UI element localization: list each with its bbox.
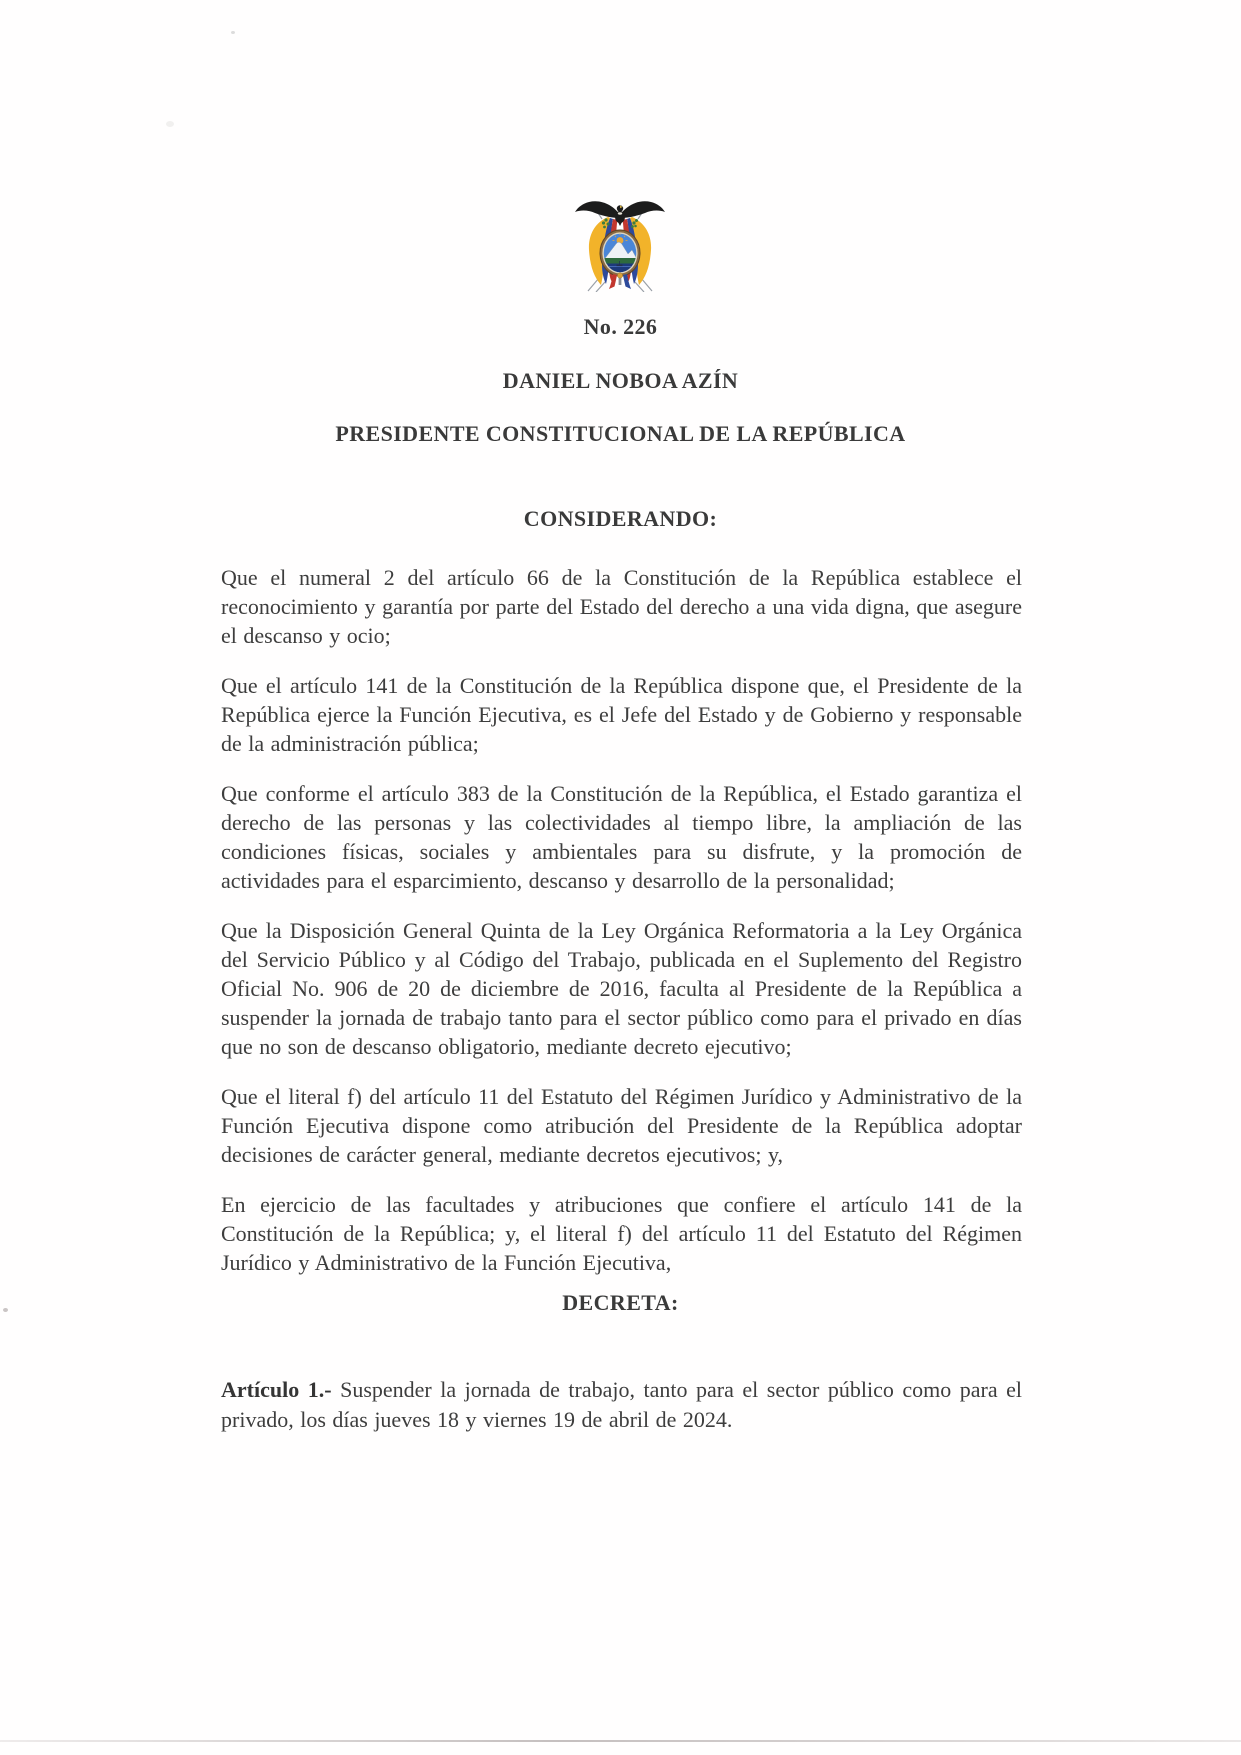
article-1-label: Artículo 1.- (221, 1377, 332, 1402)
article-1 (221, 1375, 1022, 1435)
scan-speck (231, 31, 235, 34)
scan-speck (166, 121, 174, 127)
decreta-heading: DECRETA: (562, 1290, 679, 1315)
scan-speck (3, 1308, 8, 1312)
decree-number: No. 226 (583, 314, 658, 339)
considerando-section (221, 563, 1022, 1298)
considerando-paragraph-5: Que el literal f) del artículo 11 del Estatuto del Régimen Jurídico y Administrativo de la Función Ejecutiva dispone como atribución del Presidente de la República adoptar decisiones de carácter general, mediante decretos ejecutivos; y, (221, 1084, 1022, 1167)
page-edge-line (0, 1740, 1241, 1742)
considerando-paragraph-2: Que el artículo 141 de la Constitución de la República dispone que, el Presidente de la República ejerce la Función Ejecutiva, es el Jefe del Estado y de Gobierno y responsable de la administración pública; (221, 673, 1022, 756)
considerando-paragraph-1: Que el numeral 2 del artículo 66 de la Constitución de la República establece el reconocimiento y garantía por parte del Estado del derecho a una vida digna, que asegure el descanso y ocio; (221, 565, 1022, 648)
president-title: PRESIDENTE CONSTITUCIONAL DE LA REPÚBLICA (335, 421, 906, 446)
considerando-paragraph-3: Que conforme el artículo 383 de la Constitución de la República, el Estado garantiza el derecho de las personas y las colectividades al tiempo libre, la ampliación de las condiciones físicas, sociales y ambientales para su disfrute, y la promoción de actividades para el esparcimiento, descanso y desarrollo de la personalidad; (221, 781, 1022, 893)
considerando-paragraph-4: Que la Disposición General Quinta de la Ley Orgánica Reformatoria a la Ley Orgánica del Servicio Público y al Código del Trabajo, publicada en el Suplemento del Registro Oficial No. 906 de 20 de diciembre de 2016, faculta al Presidente de la República a suspender la jornada de trabajo tanto para el sector público como para el privado en días que no son de descanso obligatorio, mediante decreto ejecutivo; (221, 918, 1022, 1059)
closing-formula: En ejercicio de las facultades y atribuciones que confiere el artículo 141 de la Constitución de la República; y, el literal f) del artículo 11 del Estatuto del Régimen Jurídico y Administrativo de la Función Ejecutiva, (221, 1192, 1022, 1275)
considerando-heading: CONSIDERANDO: (523, 506, 718, 531)
article-1-text: Suspender la jornada de trabajo, tanto para el sector público como para el privado, los días jueves 18 y viernes 19 de abril de 2024. (221, 1377, 1023, 1432)
president-name: DANIEL NOBOA AZÍN (502, 368, 739, 393)
ecuador-coat-of-arms-icon (572, 192, 668, 292)
